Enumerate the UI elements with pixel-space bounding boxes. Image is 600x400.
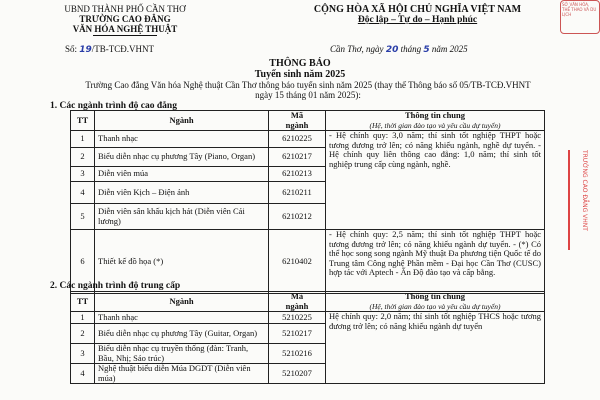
table-row: 2 Biểu diễn nhạc cụ phương Tây (Piano, Organ) 6210217 [71,148,545,167]
col-info: Thông tin chung (Hệ, thời gian đào tạo và yêu cầu dự tuyển) [326,111,545,131]
document-title [0,58,600,80]
col-nganh: Ngành [95,111,269,131]
title-line-1: THÔNG BÁO [269,58,331,69]
date-month-label: tháng [400,44,422,54]
table-header-row: TT Ngành Mã ngành Thông tin chung (Hệ, thời gian đào tạo và yêu cầu dự tuyển) [71,292,545,312]
table-row: 1 Thanh nhạc 6210225 - Hệ chính quy: 3,0 năm; thí sinh tốt nghiệp THPT hoặc tương đương trở lên; có năng khiếu ngành, nghề dự tuyển. - Hệ chính quy liên thông cao đẳng: 1,0 năm; thí sinh tốt nghiệp trung cấp cùng ngành, nghề. [71,131,545,148]
corner-stamp-text: SỞ VĂN HÓA, THỂ THAO VÀ DU LỊCH [562,2,597,17]
edge-seal-stamp [568,150,600,250]
document-date [330,44,468,55]
org-underline [93,35,157,36]
date-month: 5 [423,45,430,55]
table-row: 3 Diễn viên múa 6210213 [71,167,545,182]
doc-number-suffix: /TB-TCĐ.VHNT [91,44,155,54]
section-2-heading: 2. Các ngành trình độ trung cấp [50,281,181,291]
org-line-3: VĂN HÓA NGHỆ THUẬT [72,24,178,34]
date-prefix: Cần Thơ, ngày [330,44,384,54]
intermediate-majors-table [70,291,545,384]
college-majors-table [70,110,545,294]
info-cell-group-2: - Hệ chính quy: 2,5 năm; thí sinh tốt nghiệp THPT hoặc tương đương trở lên; có năng khiếu ngành dự tuyển. - (*) Có thể học song song ngành Mỹ thuật Đa phương tiện Quốc tế do Trung tâm Công nghệ Phần mềm - Đại học Cần Thơ (CUSC) hợp tác với Aptech - Ấn Độ đào tạo và cấp bằng. [326,230,545,294]
info-cell-intermediate: Hệ chính quy: 2,0 năm; thí sinh tốt nghiệp THCS hoặc tương đương trở lên; có năng khiếu ngành dự tuyển [326,312,545,384]
table-row: 2 Biểu diễn nhạc cụ phương Tây (Guitar, Organ) 5210217 [71,324,545,344]
national-motto: Độc lập – Tự do – Hạnh phúc [357,15,478,25]
org-line-2: TRƯỜNG CAO ĐẲNG [79,14,171,24]
col-ma: Mã ngành [269,111,326,131]
doc-number-prefix: Số: [65,44,78,54]
table-row: 3 Biểu diễn nhạc cụ truyền thống (đàn: Tranh, Bầu, Nhị; Sáo trúc) 5210216 [71,344,545,364]
col-tt: TT [71,111,95,131]
national-header [300,4,535,26]
date-year: năm 2025 [431,44,468,54]
issuing-organization [50,4,200,36]
info-cell-group-1: - Hệ chính quy: 3,0 năm; thí sinh tốt nghiệp THPT hoặc tương đương trở lên; có năng khiếu ngành, nghề dự tuyển. - Hệ chính quy liên thông cao đẳng: 1,0 năm; thí sinh tốt nghiệp trung cấp cùng ngành, nghề. [326,131,545,230]
edge-seal-text: TRƯỜNG CAO ĐẲNG VHNT [581,150,588,231]
org-line-1: UBND THÀNH PHỐ CẦN THƠ [64,4,186,14]
country-name: CỘNG HÒA XÃ HỘI CHỦ NGHĨA VIỆT NAM [313,4,522,15]
intro-paragraph: Trường Cao đẳng Văn hóa Nghệ thuật Cần Thơ thông báo tuyển sinh năm 2025 (thay thế Thông báo số 05/TB-TCĐ.VHNT ngày 15 tháng 01 năm 2025): [85,80,531,100]
table-row: 4 Diễn viên Kịch – Điện ảnh 6210211 [71,182,545,204]
title-line-2: Tuyển sinh năm 2025 [254,69,346,80]
doc-number-handwritten: 19 [79,45,92,55]
section-1-heading: 1. Các ngành trình độ cao đẳng [50,101,177,111]
table-row: 4 Nghệ thuật biểu diễn Múa DGDT (Diễn viên múa) 5210207 [71,364,545,384]
table-header-row [71,111,545,131]
document-number [65,44,154,55]
date-day: 20 [385,45,399,55]
table-row: 1 Thanh nhạc 5210225 Hệ chính quy: 2,0 năm; thí sinh tốt nghiệp THCS hoặc tương đương trở lên; có năng khiếu ngành dự tuyển [71,312,545,324]
table-row: 5 Diễn viên sân khấu kịch hát (Diễn viên Cải lương) 6210212 [71,204,545,230]
corner-stamp [560,0,600,34]
table-row: 6 Thiết kế đồ họa (*) 6210402 - Hệ chính quy: 2,5 năm; thí sinh tốt nghiệp THPT hoặc tương đương trở lên; có năng khiếu ngành dự tuyển. - (*) Có thể học song song ngành Mỹ thuật Đa phương tiện Quốc tế do Trung tâm Công nghệ Phần mềm - Đại học Cần Thơ (CUSC) hợp tác với Aptech - Ấn Độ đào tạo và cấp bằng. [71,230,545,294]
